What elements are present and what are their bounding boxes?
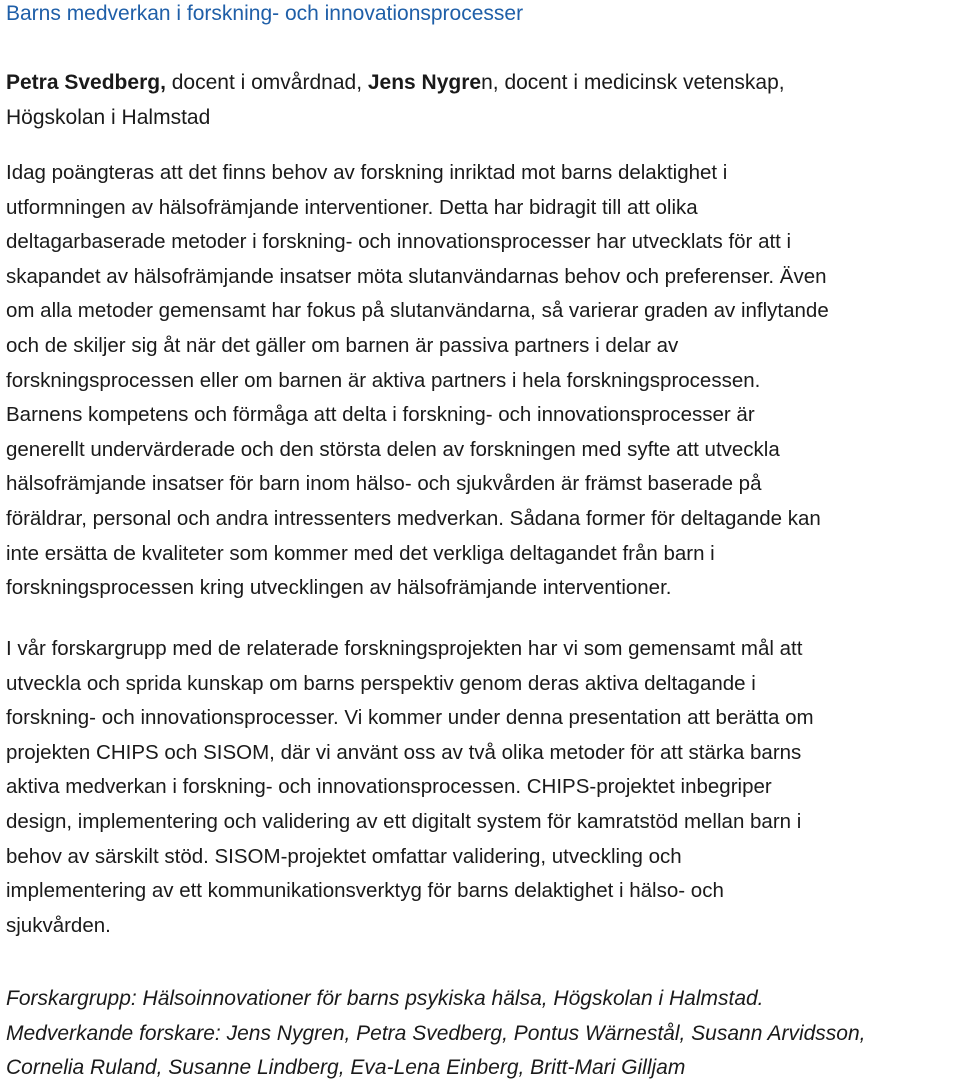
paragraph-line: utveckla och sprida kunskap om barns perspektiv genom deras aktiva deltagande i	[6, 671, 756, 695]
paragraph-line: utformningen av hälsofrämjande interventioner. Detta har bidragit till att olika	[6, 195, 698, 219]
paragraph-line: Barnens kompetens och förmåga att delta i forskning- och innovationsprocesser är	[6, 403, 755, 427]
author-role: docent i omvårdnad,	[165, 71, 368, 94]
paragraph-line: inte ersätta de kvaliteter som kommer med det verkliga deltagandet från barn i	[6, 541, 715, 565]
footer-line: Medverkande forskare: Jens Nygren, Petra Svedberg, Pontus Wärnestål, Susann Arvidsson,	[6, 1021, 866, 1045]
document-title: Barns medverkan i forskning- och innovationsprocesser	[6, 2, 524, 25]
author-role: n, docent i medicinsk vetenskap,	[481, 71, 785, 94]
paragraph-line: hälsofrämjande insatser för barn inom hälso- och sjukvården är främst baserade på	[6, 472, 762, 496]
paragraph-line: behov av särskilt stöd. SISOM-projektet omfattar validering, utveckling och	[6, 844, 682, 868]
paragraph-line: och de skiljer sig åt när det gäller om barnen är passiva partners i delar av	[6, 333, 679, 357]
paragraph-line: deltagarbaserade metoder i forskning- och innovationsprocesser har utvecklats för att i	[6, 230, 792, 254]
body-paragraph	[6, 156, 954, 606]
paragraph-line: projekten CHIPS och SISOM, där vi använt oss av två olika metoder för att stärka barns	[6, 740, 802, 764]
paragraph-line: implementering av ett kommunikationsverktyg för barns delaktighet i hälso- och	[6, 879, 724, 903]
paragraph-line: aktiva medverkan i forskning- och innovationsprocessen. CHIPS-projektet inbegriper	[6, 775, 772, 799]
paragraph-line: forskning- och innovationsprocesser. Vi kommer under denna presentation att berätta om	[6, 706, 814, 730]
footer-line: Cornelia Ruland, Susanne Lindberg, Eva-Lena Einberg, Britt-Mari Gilljam	[6, 1056, 686, 1079]
paragraph-line: Idag poängteras att det finns behov av forskning inriktad mot barns delaktighet i	[6, 161, 728, 184]
footer-line: Forskargrupp: Hälsoinnovationer för barns psykiska hälsa, Högskolan i Halmstad.	[6, 987, 764, 1010]
author-block	[6, 66, 954, 135]
paragraph-line: design, implementering och validering av ett digitalt system för kamratstöd mellan barn i	[6, 809, 802, 833]
paragraph-line: I vår forskargrupp med de relaterade forskningsprojekten har vi som gemensamt mål att	[6, 637, 803, 660]
paragraph-line: föräldrar, personal och andra intressenters medverkan. Sådana former för deltagande kan	[6, 506, 821, 530]
paragraph-line: forskningsprocessen eller om barnen är aktiva partners i hela forskningsprocessen.	[6, 368, 761, 392]
author-name: Petra Svedberg,	[6, 71, 166, 94]
paragraph-line: om alla metoder gemensamt har fokus på slutanvändarna, så varierar graden av inflytande	[6, 299, 829, 323]
paragraph-line: sjukvården.	[6, 913, 111, 937]
body-paragraph	[6, 632, 954, 943]
paragraph-line: forskningsprocessen kring utvecklingen av hälsofrämjande interventioner.	[6, 576, 672, 600]
affiliation: Högskolan i Halmstad	[6, 105, 211, 129]
author-line	[6, 66, 954, 101]
research-group-footer	[6, 982, 954, 1086]
paragraph-line: skapandet av hälsofrämjande insatser möta slutanvändarnas behov och preferenser. Även	[6, 264, 827, 288]
paragraph-line: generellt undervärderade och den största delen av forskningen med syfte att utveckla	[6, 437, 780, 461]
author-name: Jens Nygre	[367, 71, 482, 94]
